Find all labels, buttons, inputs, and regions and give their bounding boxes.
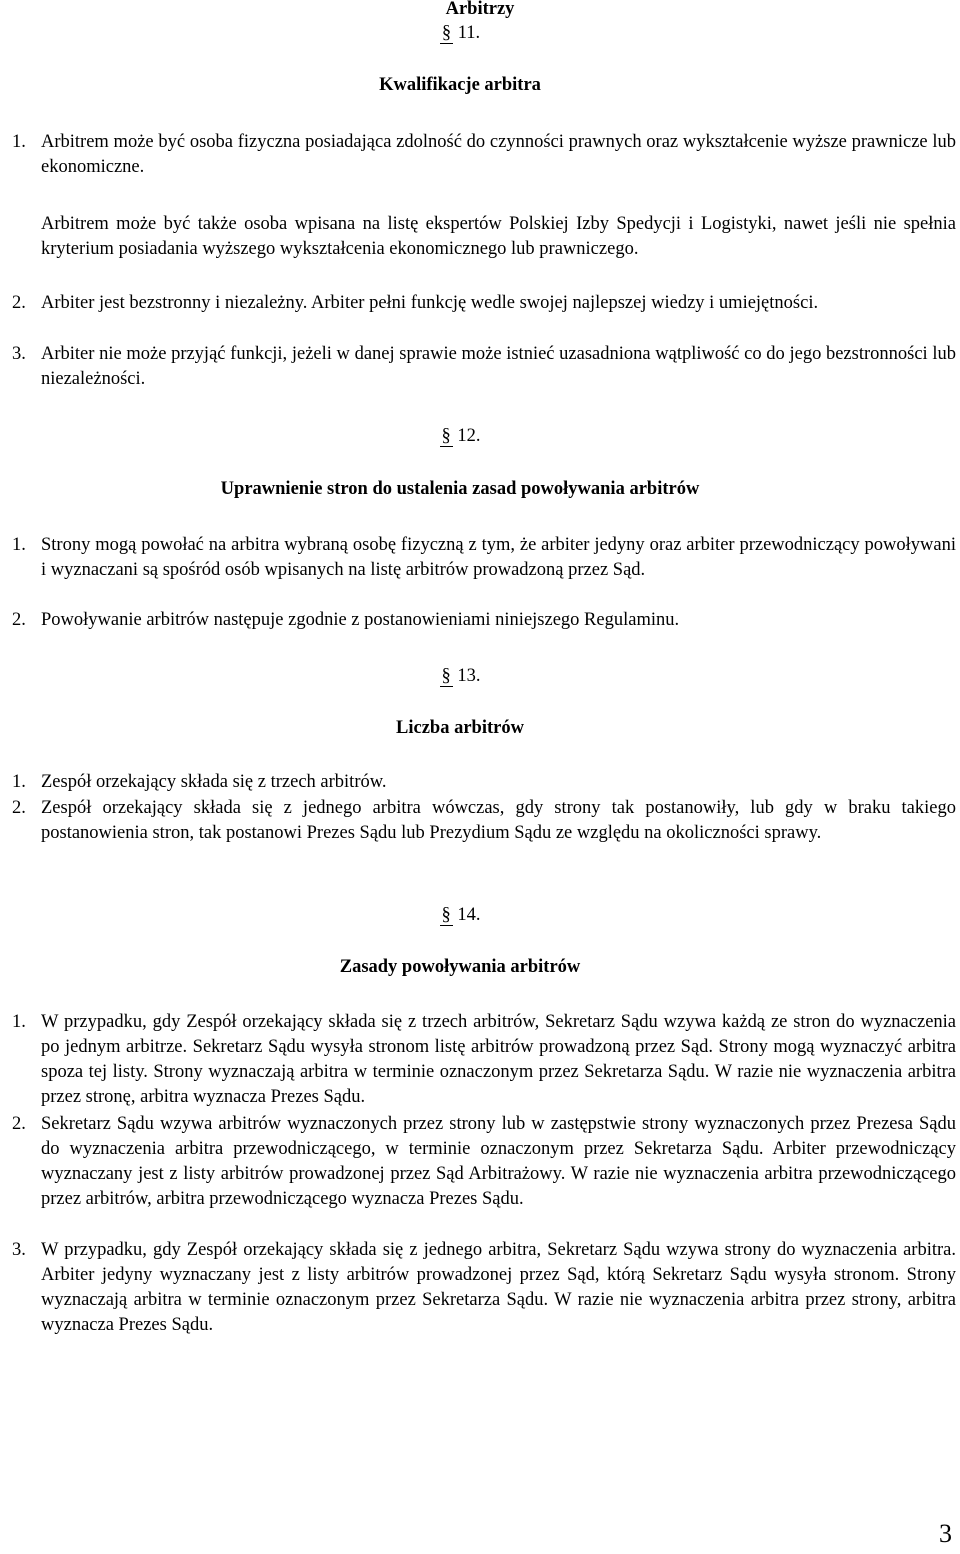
section-number [0, 664, 920, 689]
item-number: 1. [12, 132, 26, 152]
section-heading: Zasady powoływania arbitrów [339, 957, 581, 977]
item-text: W przypadku, gdy Zespół orzekający składa się z trzech arbitrów, Sekretarz Sądu wzywa każdą ze stron do wyznaczenia po jednym arbitrze. Sekretarz Sądu wysyła stronom listę arbitrów prowadzoną przez Sąd. Strony mogą wyznaczyć arbitra spoza tej listy. Strony wyznaczają arbitra w terminie oznaczonym przez Sekretarza Sądu. W razie nie wyznaczenia arbitra przez stronę, arbitra wyznacza Prezes Sądu. [41, 1012, 956, 1107]
section-heading: Liczba arbitrów [396, 718, 524, 738]
list-item [12, 1010, 956, 1110]
section-number [0, 424, 920, 449]
item-text: Arbitrem może być osoba fizyczna posiadająca zdolność do czynności prawnych oraz wykształcenie wyższe prawnicze lub ekonomiczne. [41, 132, 956, 177]
item-number: 2. [12, 1114, 26, 1134]
list-item [12, 130, 956, 180]
page-number: 3 [939, 1519, 952, 1548]
item-number: 1. [12, 535, 26, 555]
list-item [12, 608, 956, 633]
section-symbol: § [441, 905, 451, 925]
section-number-value: 14. [457, 905, 481, 925]
section-number-value: 12. [457, 426, 481, 446]
item-text: Strony mogą powołać na arbitra wybraną osobę fizyczną z tym, że arbiter jedyny oraz arbiter przewodniczący powoływani i wyznaczani są spośród osób wpisanych na listę arbitrów prowadzoną przez Sąd. [41, 535, 956, 580]
item-number: 3. [12, 344, 26, 364]
item-text: W przypadku, gdy Zespół orzekający składa się z jednego arbitra, Sekretarz Sądu wzywa strony do wyznaczenia arbitra. Arbiter jedyny wyznaczany jest z listy arbitrów prowadzonej przez Sąd, którą Sekretarz Sądu wysyła stronom. Strony wyznaczają arbitra w terminie oznaczonym przez Sekretarza Sądu. W razie nie wyznaczenia arbitra przez strony, arbitra wyznacza Prezes Sądu. [41, 1240, 956, 1335]
document-title: Arbitrzy [445, 0, 515, 19]
item-number: 2. [12, 610, 26, 630]
list-item [12, 796, 956, 846]
item-text: Arbiter jest bezstronny i niezależny. Arbiter pełni funkcję wedle swojej najlepszej wiedzy i umiejętności. [41, 293, 819, 313]
section-number [0, 21, 920, 46]
item-number: 1. [12, 1012, 26, 1032]
section-symbol: § [441, 666, 451, 686]
section-heading: Uprawnienie stron do ustalenia zasad powoływania arbitrów [220, 479, 700, 499]
item-text: Sekretarz Sądu wzywa arbitrów wyznaczonych przez strony lub w zastępstwie strony wyznaczonych przez Prezesa Sądu do wyznaczenia arbitra przewodniczącego, w terminie oznaczonym przez Sekretarza Sądu. Arbiter przewodniczący wyznaczany jest z listy arbitrów prowadzonej przez Sąd Arbitrażowy. W razie nie wyznaczenia arbitra przewodniczącego przez arbitrów, arbitra przewodniczącego wyznacza Prezes Sądu. [41, 1114, 956, 1209]
section-number-value: 13. [457, 666, 481, 686]
item-number: 2. [12, 798, 26, 818]
list-item [12, 1112, 956, 1212]
item-text: Powoływanie arbitrów następuje zgodnie z postanowieniami niniejszego Regulaminu. [41, 610, 680, 630]
item-number: 2. [12, 293, 26, 313]
section-symbol: § [441, 23, 452, 43]
paragraph: Arbitrem może być także osoba wpisana na listę ekspertów Polskiej Izby Spedycji i Logistyki, nawet jeśli nie spełnia kryterium posiadania wyższego wykształcenia ekonomicznego lub prawniczego. [41, 214, 956, 259]
list-item [12, 533, 956, 583]
section-heading: Kwalifikacje arbitra [379, 75, 541, 95]
item-text: Zespół orzekający składa się z jednego arbitra wówczas, gdy strony tak postanowiły, lub gdy w braku takiego postanowienia stron, tak postanowi Prezes Sądu lub Prezydium Sądu ze względu na okoliczności sprawy. [41, 798, 956, 843]
list-item [12, 1238, 956, 1338]
list-item [12, 291, 956, 316]
section-symbol: § [441, 426, 451, 446]
section-number-value: 11. [457, 23, 481, 43]
item-number: 3. [12, 1240, 26, 1260]
list-item [12, 770, 956, 795]
section-number [0, 903, 920, 928]
item-text: Zespół orzekający składa się z trzech arbitrów. [41, 772, 387, 792]
item-text: Arbiter nie może przyjąć funkcji, jeżeli w danej sprawie może istnieć uzasadniona wątpliwość co do jego bezstronności lub niezależności. [41, 344, 956, 389]
list-item [12, 342, 956, 392]
item-number: 1. [12, 772, 26, 792]
